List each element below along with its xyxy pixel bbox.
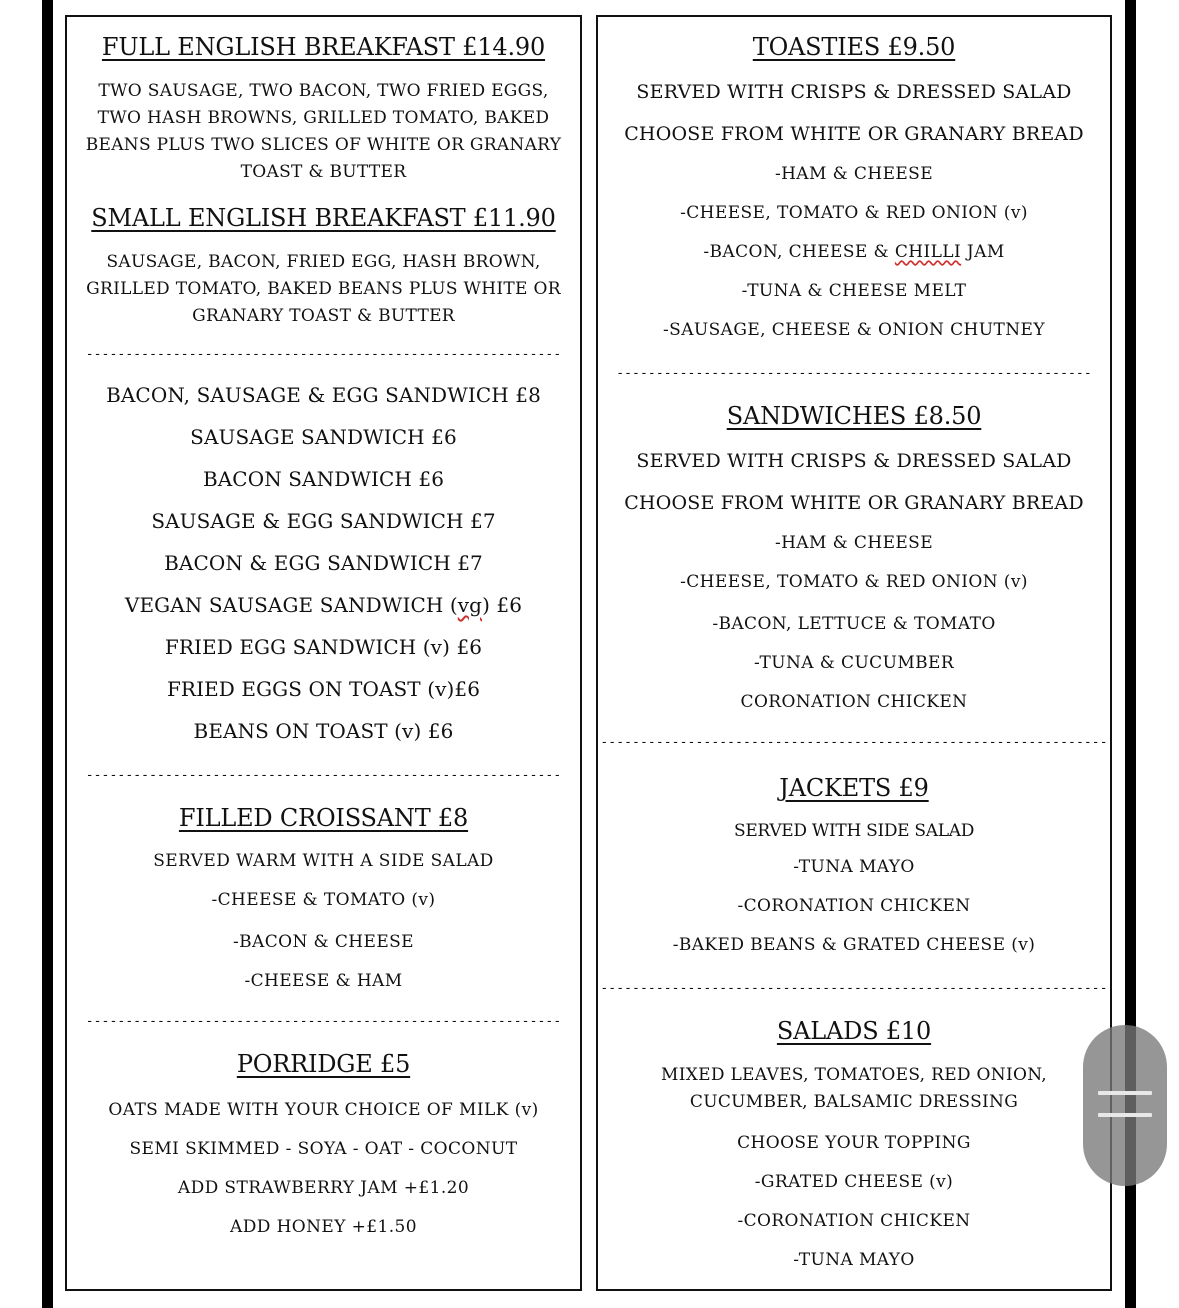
porridge-item: OATS MADE WITH YOUR CHOICE OF MILK (v) bbox=[108, 1100, 539, 1120]
sandwich-item: SAUSAGE SANDWICH £6 bbox=[190, 425, 457, 449]
sandwiches-heading: SANDWICHES £8.50 bbox=[726, 402, 982, 430]
jacket-item: -TUNA MAYO bbox=[793, 857, 915, 877]
toastie-item: -TUNA & CHEESE MELT bbox=[741, 281, 967, 301]
scroll-handle[interactable] bbox=[1083, 1025, 1167, 1186]
salad-item: -GRATED CHEESE (v) bbox=[754, 1172, 954, 1192]
salad-item: CHOOSE YOUR TOPPING bbox=[737, 1133, 971, 1153]
porridge-item: ADD HONEY +£1.50 bbox=[230, 1217, 417, 1237]
croissant-item: -BACON & CHEESE bbox=[233, 932, 414, 952]
jacket-item: -BAKED BEANS & GRATED CHEESE (v) bbox=[672, 935, 1036, 955]
full-english-heading: FULL ENGLISH BREAKFAST £14.90 bbox=[101, 33, 546, 61]
section-divider: ------------------------------------------------------------ bbox=[85, 347, 562, 362]
section-divider: ------------------------------------------------------------ bbox=[616, 366, 1092, 381]
sandwich-filling: -HAM & CHEESE bbox=[774, 533, 934, 553]
salads-description: MIXED LEAVES, TOMATOES, RED ONION, CUCUMBER, BALSAMIC DRESSING bbox=[661, 1065, 1047, 1112]
section-divider: ---------------------------------------------------------------- bbox=[600, 735, 1108, 750]
sandwich-item: FRIED EGG SANDWICH (v) £6 bbox=[164, 635, 483, 659]
porridge-item: SEMI SKIMMED - SOYA - OAT - COCONUT bbox=[129, 1139, 518, 1159]
sandwich-item: SAUSAGE & EGG SANDWICH £7 bbox=[151, 509, 496, 533]
sandwich-item-vegan: VEGAN SAUSAGE SANDWICH (vg) £6 bbox=[124, 593, 523, 617]
toasties-intro: CHOOSE FROM WHITE OR GRANARY BREAD bbox=[624, 123, 1084, 145]
jackets-heading: JACKETS £9 bbox=[779, 774, 929, 802]
small-english-heading: SMALL ENGLISH BREAKFAST £11.90 bbox=[91, 204, 556, 232]
page-border-left bbox=[42, 0, 53, 1308]
sandwich-filling: -TUNA & CUCUMBER bbox=[753, 653, 955, 673]
sandwich-item: BACON, SAUSAGE & EGG SANDWICH £8 bbox=[106, 383, 541, 407]
spellcheck-mark: vg bbox=[457, 593, 483, 617]
croissant-item: SERVED WARM WITH A SIDE SALAD bbox=[153, 851, 494, 871]
toasties-intro: SERVED WITH CRISPS & DRESSED SALAD bbox=[636, 81, 1072, 103]
sandwich-item: BACON & EGG SANDWICH £7 bbox=[164, 551, 483, 575]
croissant-item: -CHEESE & TOMATO (v) bbox=[211, 890, 436, 910]
sandwich-item: BACON SANDWICH £6 bbox=[202, 467, 445, 491]
sandwich-filling: -CHEESE, TOMATO & RED ONION (v) bbox=[680, 572, 1028, 592]
sandwich-filling: -BACON, LETTUCE & TOMATO bbox=[712, 614, 996, 634]
full-english-description: TWO SAUSAGE, TWO BACON, TWO FRIED EGGS, TWO HASH BROWNS, GRILLED TOMATO, BAKED BEANS PLUS TWO SLICES OF WHITE OR GRANARY TOAST & BUTTER bbox=[85, 81, 562, 182]
small-english-description: SAUSAGE, BACON, FRIED EGG, HASH BROWN, GRILLED TOMATO, BAKED BEANS PLUS WHITE OR GRANARY TOAST & BUTTER bbox=[86, 252, 561, 326]
section-divider: ---------------------------------------------------------------- bbox=[600, 981, 1108, 996]
sandwich-item: BEANS ON TOAST (v) £6 bbox=[193, 719, 454, 743]
croissant-heading: FILLED CROISSANT £8 bbox=[178, 804, 469, 832]
jacket-item: SERVED WITH SIDE SALAD bbox=[733, 821, 975, 841]
salads-heading: SALADS £10 bbox=[776, 1017, 932, 1045]
jacket-item: -CORONATION CHICKEN bbox=[737, 896, 971, 916]
toastie-item: -SAUSAGE, CHEESE & ONION CHUTNEY bbox=[663, 320, 1045, 340]
toasties-heading: TOASTIES £9.50 bbox=[752, 33, 956, 61]
spellcheck-mark: CHILLI bbox=[894, 242, 962, 262]
menu-panel-left bbox=[65, 15, 582, 1291]
toastie-item: -CHEESE, TOMATO & RED ONION (v) bbox=[680, 203, 1028, 223]
sandwich-filling: CORONATION CHICKEN bbox=[740, 692, 968, 712]
menu-panel-right bbox=[596, 15, 1112, 1291]
section-divider: ------------------------------------------------------------ bbox=[85, 1014, 562, 1029]
section-divider: ------------------------------------------------------------ bbox=[85, 768, 562, 783]
sandwiches-intro: SERVED WITH CRISPS & DRESSED SALAD bbox=[636, 450, 1072, 472]
toastie-item: -HAM & CHEESE bbox=[774, 164, 934, 184]
toastie-item-chilli: -BACON, CHEESE & CHILLI JAM bbox=[703, 242, 1005, 262]
salad-item: -TUNA MAYO bbox=[793, 1250, 915, 1270]
porridge-heading: PORRIDGE £5 bbox=[236, 1050, 411, 1078]
sandwich-item: FRIED EGGS ON TOAST (v)£6 bbox=[166, 677, 481, 701]
salad-item: -CORONATION CHICKEN bbox=[737, 1211, 971, 1231]
sandwiches-intro: CHOOSE FROM WHITE OR GRANARY BREAD bbox=[624, 492, 1084, 514]
croissant-item: -CHEESE & HAM bbox=[244, 971, 403, 991]
porridge-item: ADD STRAWBERRY JAM +£1.20 bbox=[177, 1178, 470, 1198]
